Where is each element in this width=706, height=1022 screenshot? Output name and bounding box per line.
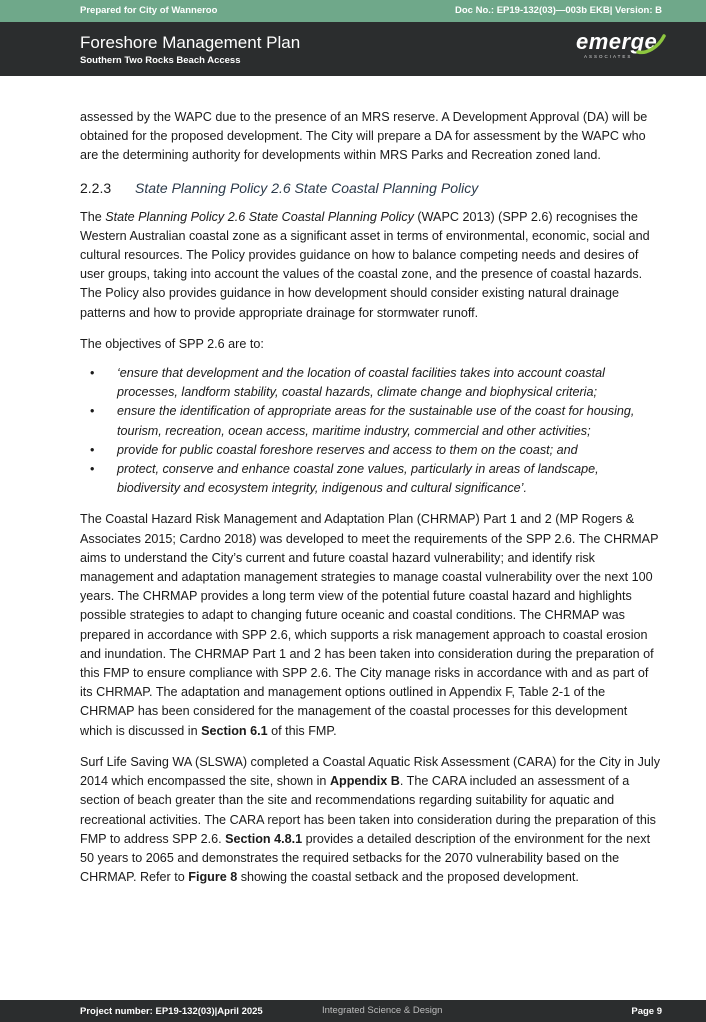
objectives-list [80, 364, 660, 498]
section-reference: Section 4.8.1 [225, 831, 303, 846]
cara-text-4: showing the coastal setback and the proposed development. [237, 870, 579, 885]
prepared-for-label: Prepared for City of Wanneroo [80, 5, 218, 16]
cara-text-3: provides a detailed description of the environment for the next 50 years to 2065 and demonstrates the required setbacks for the 2070 vulnerability based on the CHRMAP. Refer to [80, 831, 651, 885]
objective-item [80, 364, 660, 402]
objective-text: ‘ensure that development and the location of coastal facilities takes into account coastal processes, landform stability, coastal hazards, climate change and biophysical criteria; [117, 366, 605, 400]
chrmap-tail: of this FMP. [267, 723, 337, 738]
objective-item [80, 402, 660, 440]
document-number-label: Doc No.: EP19-132(03)—003b EKB| Version: B [455, 5, 662, 16]
section-reference: Section 6.1 [201, 723, 268, 738]
project-number-label: Project number: EP19-132(03)|April 2025 [80, 1006, 263, 1017]
footer-tagline: Integrated Science & Design [322, 1005, 443, 1016]
chrmap-text: The Coastal Hazard Risk Management and Adaptation Plan (CHRMAP) Part 1 and 2 (MP Rogers & Associates 2015; Cardno 2018) was developed to meet the requirements of the SPP 2.6. The CHRMAP aims to understand the City’s current and future coastal hazard vulnerability; and identify risk management and adaptation management strategies to manage coastal vulnerability over the next 100 years. The CHRMAP provides a long term view of the potential future coastal hazard and highlights possible strategies to adapt to changing future oceanic and coastal conditions. The CHRMAP was prepared in accordance with SPP 2.6, which supports a risk management approach to coastal erosion and inundation. The CHRMAP Part 1 and 2 has been taken into consideration during the preparation of this FMP to ensure compliance with SPP 2.6. The City manage risks in accordance with and as part of its CHRMAP. The adaptation and management options outlined in Appendix F, Table 2-1 of the CHRMAP has been considered for the management of the coastal processes for this development which is discussed in [80, 512, 659, 738]
objective-item [80, 441, 660, 460]
spp-paragraph [80, 208, 660, 323]
objective-text: ensure the identification of appropriate areas for the sustainable use of the coast for housing, tourism, recreation, ocean access, maritime industry, commercial and other activities; [117, 404, 635, 438]
spp-body-text: (WAPC 2013) (SPP 2.6) recognises the Western Australian coastal zone as a significant asset in terms of environmental, economic, social and cultural resources. The Policy provides guidance on how to balance competing needs and desires of user groups, taking into account the values of the coastal zone, and the presence of coastal hazards. The Policy also provides guidance in how development should consider existing natural drainage patterns and how to provide appropriate drainage for stormwater runoff. [80, 209, 650, 320]
policy-name: State Planning Policy 2.6 State Coastal Planning Policy [105, 209, 414, 224]
spp-lead-text: The [80, 209, 106, 224]
emerge-logo [576, 30, 666, 66]
bullet-icon: • [90, 442, 95, 457]
document-title: Foreshore Management Plan [80, 33, 301, 52]
figure-reference: Figure 8 [188, 870, 238, 885]
chrmap-paragraph [80, 510, 660, 740]
cara-text-2: . The CARA included an assessment of a section of beach greater than the site and recommendations regarding suitability for aquatic and recreational activities. The CARA report has been taken into consideration during the preparation of this FMP to address SPP 2.6. [80, 774, 656, 846]
section-number: 2.2.3 [80, 179, 112, 196]
bullet-icon: • [90, 366, 95, 381]
logo-swoosh-icon [634, 34, 666, 56]
logo-wordmark: emerge [576, 29, 658, 54]
bullet-icon: • [90, 462, 95, 477]
objective-item [80, 460, 660, 498]
objective-text: protect, conserve and enhance coastal zone values, particularly in areas of landscape, biodiversity and ecosystem integrity, indigenous and cultural significance’. [117, 462, 599, 496]
cara-paragraph [80, 753, 660, 887]
page-content [80, 108, 660, 899]
top-info-bar [0, 0, 706, 22]
page-number: Page 9 [631, 1006, 662, 1017]
section-heading [80, 178, 660, 198]
section-title: State Planning Policy 2.6 State Coastal Planning Policy [135, 179, 479, 196]
document-subtitle: Southern Two Rocks Beach Access [80, 55, 241, 66]
appendix-reference: Appendix B [329, 774, 400, 789]
cara-text-1: Surf Life Saving WA (SLSWA) completed a Coastal Aquatic Risk Assessment (CARA) for the City in July 2014 which encompassed the site, shown in [80, 754, 660, 789]
logo-tagline: ASSOCIATES [584, 54, 633, 59]
objective-text: provide for public coastal foreshore reserves and access to them on the coast; and [117, 442, 578, 457]
objectives-intro: The objectives of SPP 2.6 are to: [80, 336, 264, 351]
page-header [0, 22, 706, 76]
intro-paragraph: assessed by the WAPC due to the presence of an MRS reserve. A Development Approval (DA) will be obtained for the proposed development. The City will prepare a DA for assessment by the WAPC who are the determining authority for developments within MRS Parks and Recreation zoned land. [80, 110, 648, 163]
bullet-icon: • [90, 404, 95, 419]
page-footer [0, 1000, 706, 1022]
